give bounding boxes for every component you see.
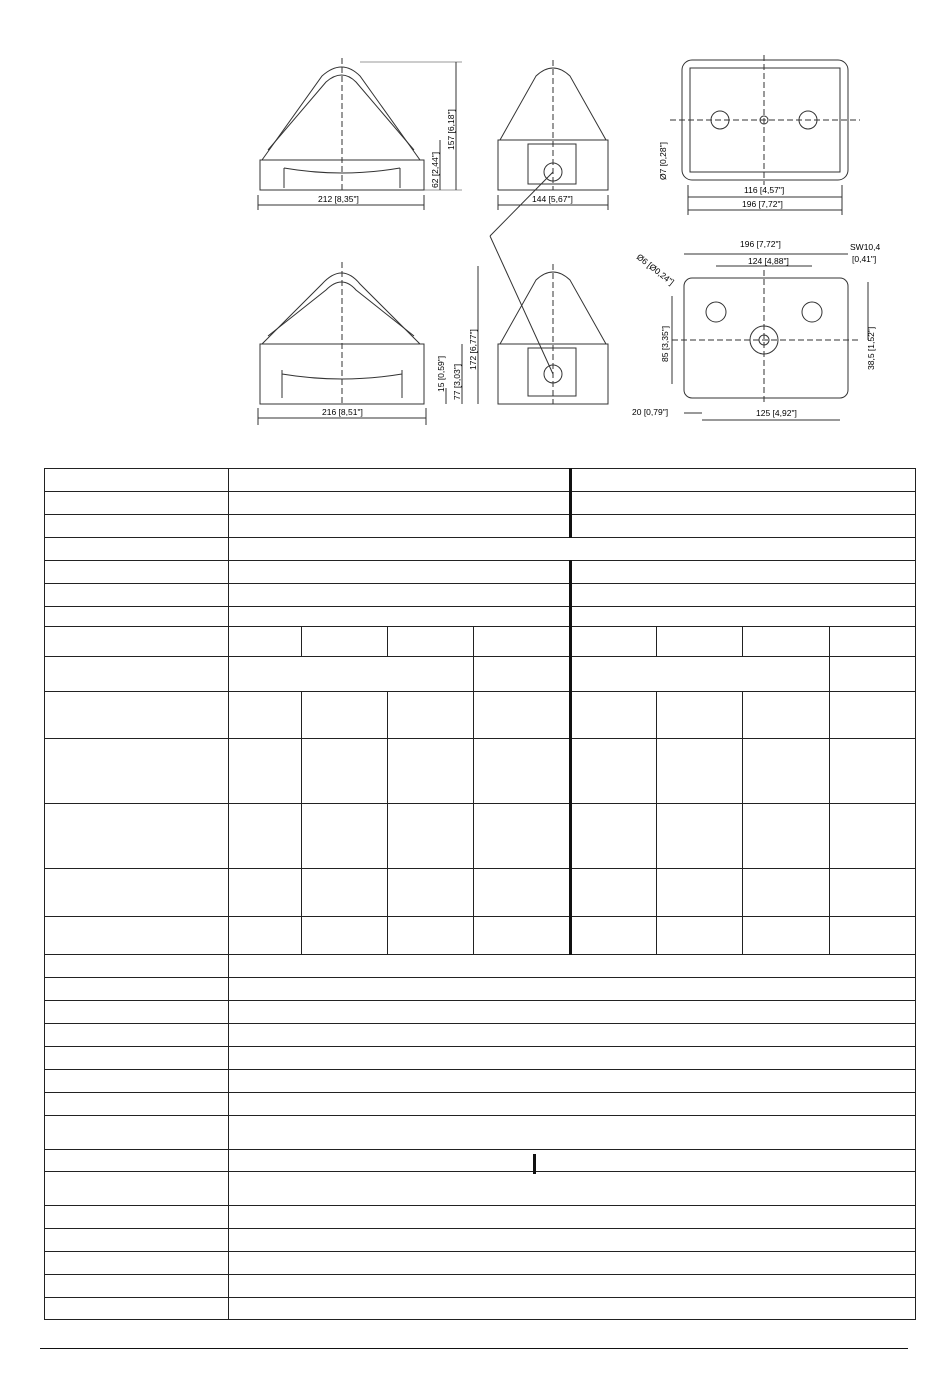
- table-row: [45, 657, 916, 692]
- table-row: [45, 1070, 916, 1093]
- table-row: [45, 515, 916, 538]
- technical-drawing-svg: [0, 0, 950, 440]
- table-row: [45, 1047, 916, 1070]
- dim-label: 212 [8,35"]: [318, 194, 359, 204]
- dim-label: 196 [7,72"]: [740, 239, 781, 249]
- table-row: [45, 1024, 916, 1047]
- table-row: [45, 1116, 916, 1150]
- table-row: [45, 492, 916, 515]
- table-row: [45, 955, 916, 978]
- table-row: [45, 561, 916, 584]
- dim-label: 62 [2,44"]: [430, 151, 440, 188]
- dim-label: [0,41"]: [852, 254, 877, 264]
- table-row: [45, 1093, 916, 1116]
- table-row: [45, 1229, 916, 1252]
- dim-label: 15 [0,59"]: [436, 355, 446, 392]
- table-row: [45, 1001, 916, 1024]
- table-row: [45, 804, 916, 869]
- dim-label: 157 [6,18"]: [446, 109, 456, 150]
- dim-label: 196 [7,72"]: [742, 199, 783, 209]
- bottom-view-6: [672, 254, 868, 420]
- row-divider-mark: [533, 1154, 536, 1174]
- dim-label: 125 [4,92"]: [756, 408, 797, 418]
- table-row: [45, 1275, 916, 1298]
- table-row: [45, 1150, 916, 1172]
- dim-label: 116 [4,57"]: [744, 185, 785, 195]
- table-row: [45, 917, 916, 955]
- table-row: [45, 469, 916, 492]
- dim-label: 216 [8,51"]: [322, 407, 363, 417]
- dim-label: 20 [0,79"]: [632, 407, 669, 417]
- dim-label: 38,5 [1,52"]: [866, 326, 876, 370]
- table-row: [45, 1206, 916, 1229]
- dim-label: 85 [3,35"]: [660, 325, 670, 362]
- specification-table: [44, 468, 916, 1320]
- side-view-5: [490, 236, 608, 404]
- dim-label: 144 [5,67"]: [532, 194, 573, 204]
- table-row: [45, 1252, 916, 1275]
- front-view-4: [258, 262, 478, 425]
- footer-rule: [40, 1348, 908, 1349]
- table-row: [45, 978, 916, 1001]
- dim-label: SW10,4: [850, 242, 881, 252]
- side-view-2: [490, 60, 608, 236]
- dim-label: 172 [6,77"]: [468, 329, 478, 370]
- table-row: [45, 692, 916, 739]
- table-row: [45, 607, 916, 627]
- table-row: [45, 869, 916, 917]
- table-row: [45, 584, 916, 607]
- table-row: [45, 739, 916, 804]
- table-row: [45, 538, 916, 561]
- dim-label: 77 [3,03"]: [452, 363, 462, 400]
- table-row: [45, 1172, 916, 1206]
- dimension-drawings: [0, 0, 950, 440]
- table-row: [45, 627, 916, 657]
- dim-label: Ø7 [0,28"]: [658, 142, 668, 180]
- dim-label: 124 [4,88"]: [748, 256, 789, 266]
- table-row: [45, 1298, 916, 1320]
- dim-label: Ø6 [Ø0,24"]: [634, 251, 677, 288]
